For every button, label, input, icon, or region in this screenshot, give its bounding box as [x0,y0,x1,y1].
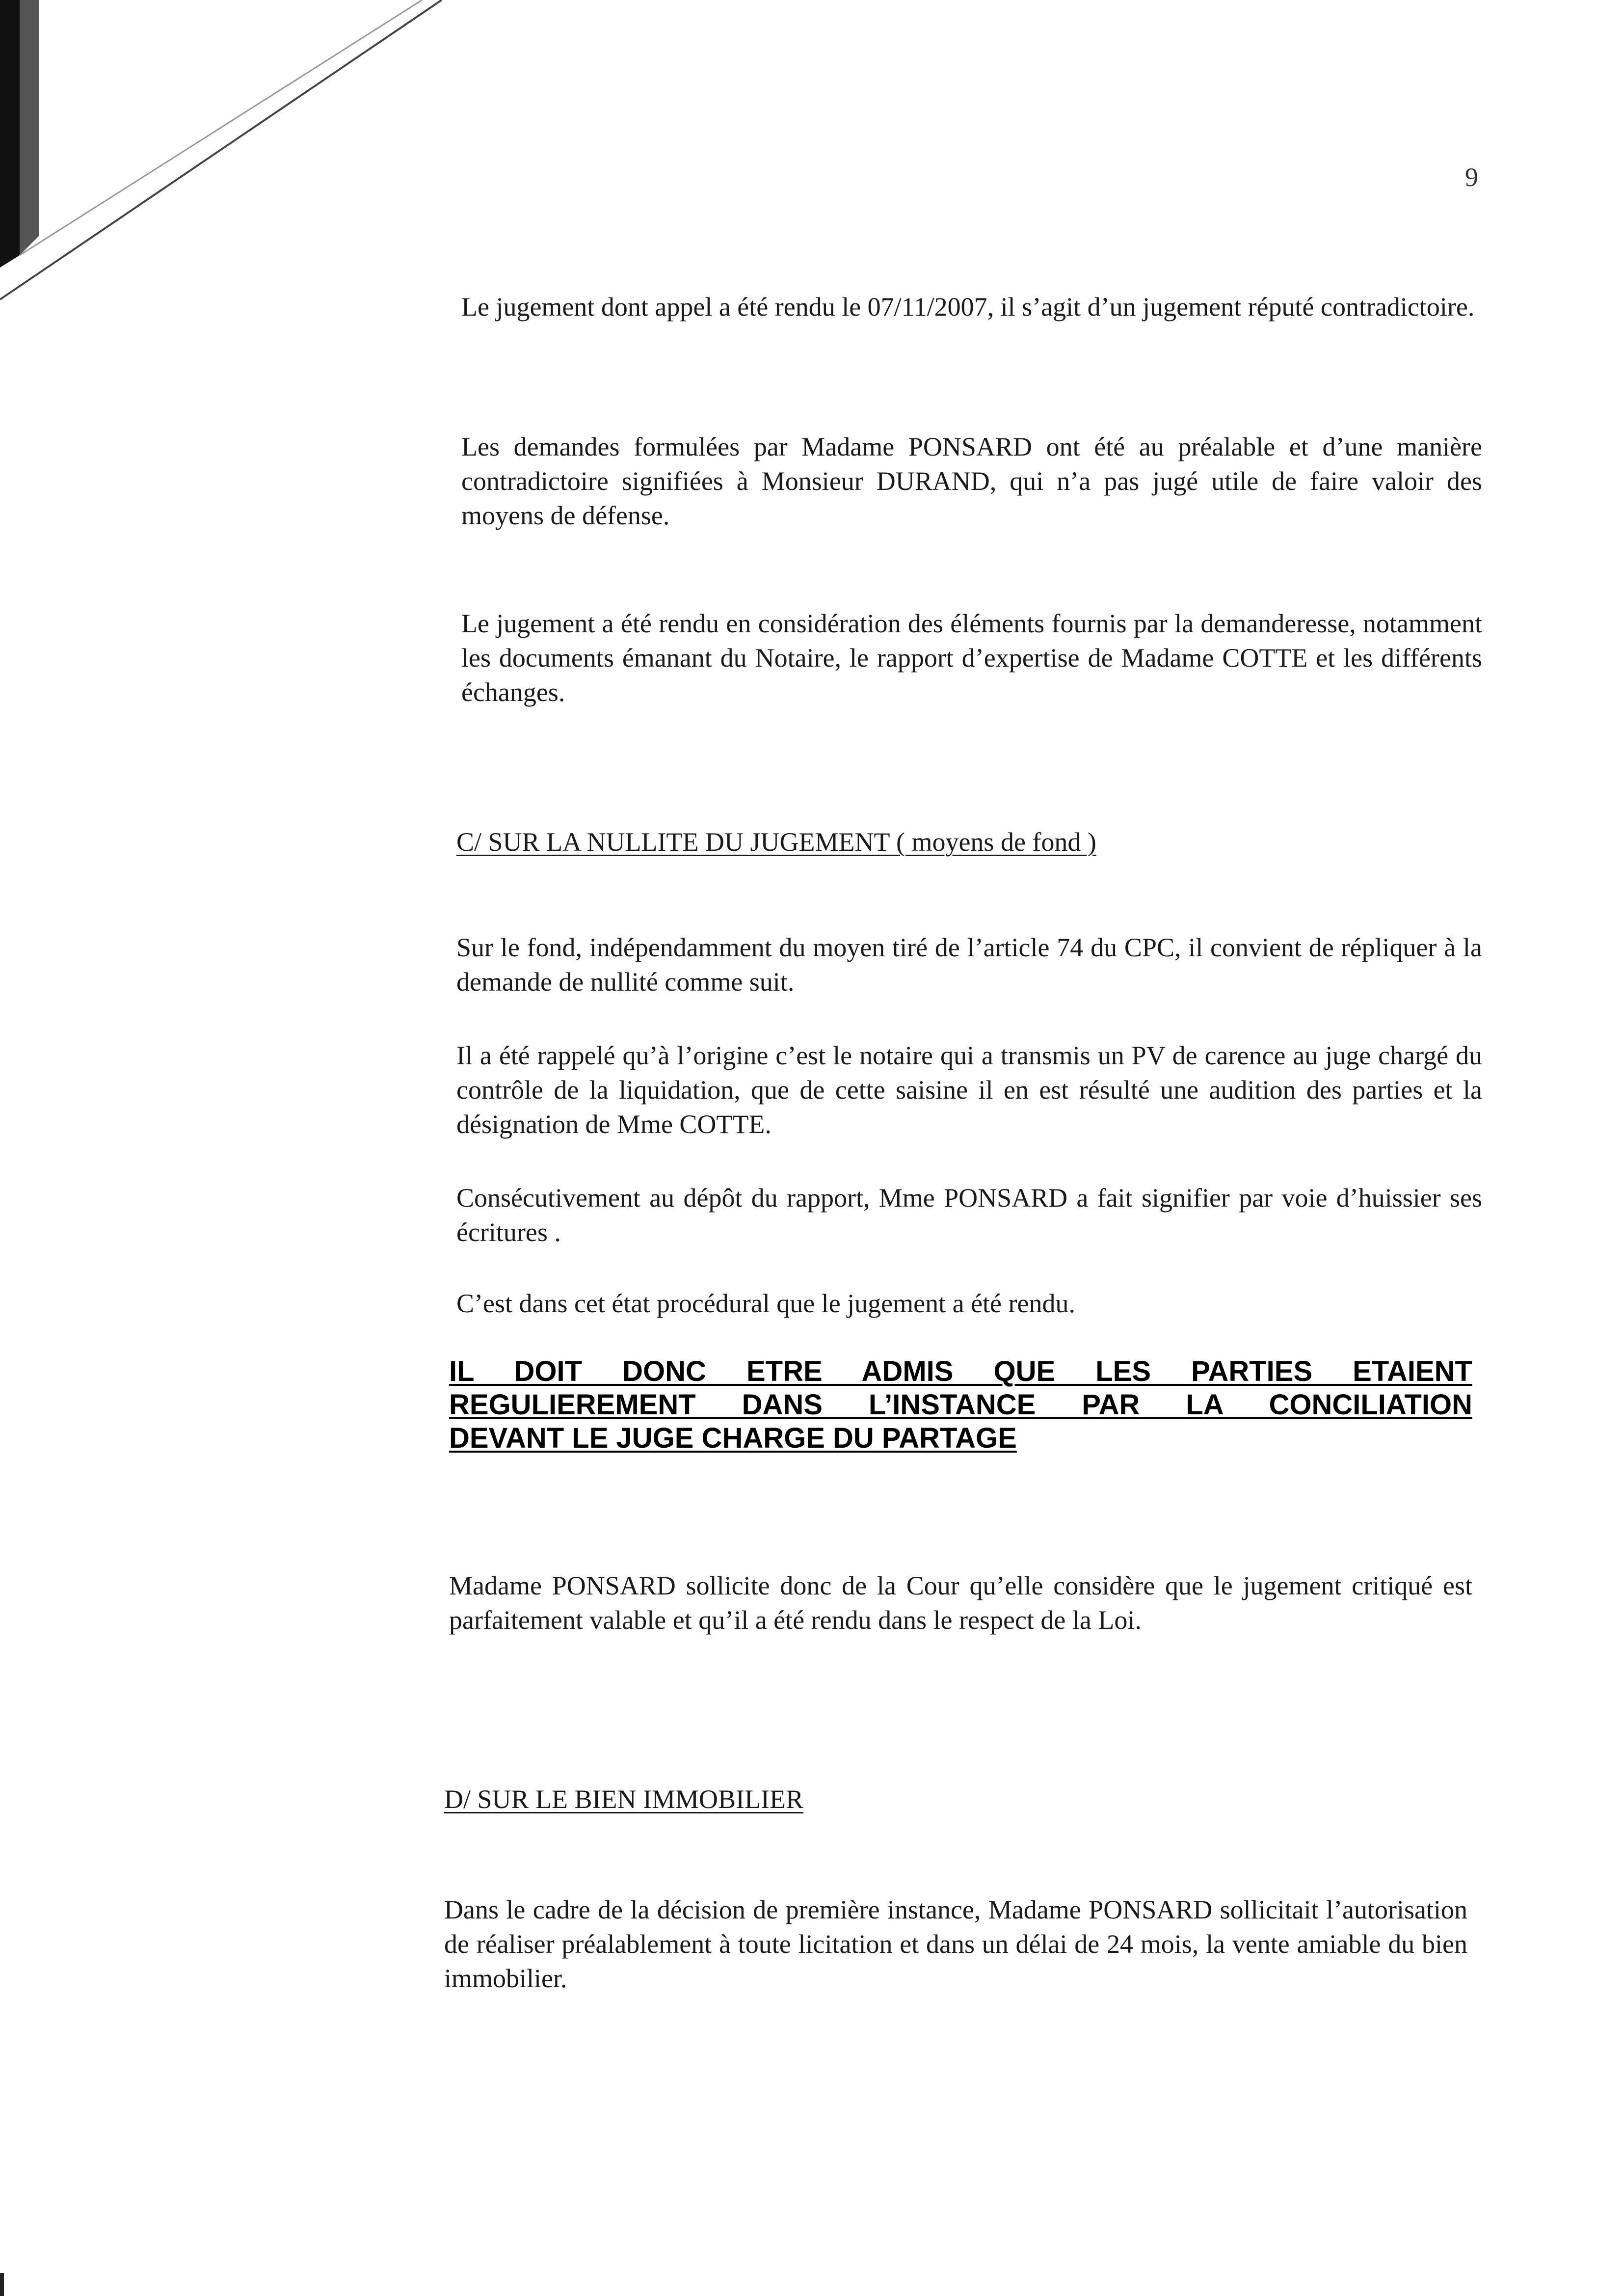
paragraph-considerations: Le jugement a été rendu en considération des éléments fournis par la demanderesse, notamment les documents émanant du Notaire, le rapport d’expertise de Madame COTTE et les différents échanges. [461,609,1482,707]
paragraph-vente-amiable: Dans le cadre de la décision de première instance, Madame PONSARD sollicitait l’autorisation de réaliser préalablement à toute licitation et dans un délai de 24 mois, la vente amiable du bien immobilier. [444,1895,1467,1993]
paragraph-requests: Les demandes formulées par Madame PONSARD ont été au préalable et d’une manière contradictoire signifiées à Monsieur DURAND, qui n’a pas jugé utile de faire valoir des moyens de défense. [461,432,1482,530]
emphasis-line-1: IL DOIT DONC ETRE ADMIS QUE LES PARTIES ETAIENT [449,1355,1472,1387]
scan-corner-shadow [0,0,442,314]
heading-nullite: C/ SUR LA NULLITE DU JUGEMENT ( moyens de fond ) [456,827,1096,857]
heading-bien-immobilier: D/ SUR LE BIEN IMMOBILIER [444,1784,803,1814]
page-number: 9 [1465,162,1478,192]
emphasis-line-3: DEVANT LE JUGE CHARGE DU PARTAGE [449,1422,1017,1454]
paragraph-fond: Sur le fond, indépendamment du moyen tiré de l’article 74 du CPC, il convient de répliquer à la demande de nullité comme suit. [456,933,1482,997]
emphasis-line-2: REGULIEREMENT DANS L’INSTANCE PAR LA CONCILIATION [449,1389,1472,1421]
paragraph-cour: Madame PONSARD sollicite donc de la Cour qu’elle considère que le jugement critiqué est parfaitement valable et qu’il a été rendu dans le respect de la Loi. [449,1571,1472,1635]
paragraph-depot-rapport: Consécutivement au dépôt du rapport, Mme PONSARD a fait signifier par voie d’huissier ses écritures . [456,1183,1482,1247]
paragraph-etat-procedural: C’est dans cet état procédural que le jugement a été rendu. [456,1289,1075,1318]
emphasis-conclusion [449,1355,1472,1455]
paragraph-judgment-date: Le jugement dont appel a été rendu le 07/11/2007, il s’agit d’un jugement réputé contradictoire. [461,292,1475,322]
paragraph-notaire: Il a été rappelé qu’à l’origine c’est le notaire qui a transmis un PV de carence au juge chargé du contrôle de la liquidation, que de cette saisine il en est résulté une audition des parties et la désignation de Mme COTTE. [456,1041,1482,1139]
scan-edge-mark [0,2273,4,2296]
